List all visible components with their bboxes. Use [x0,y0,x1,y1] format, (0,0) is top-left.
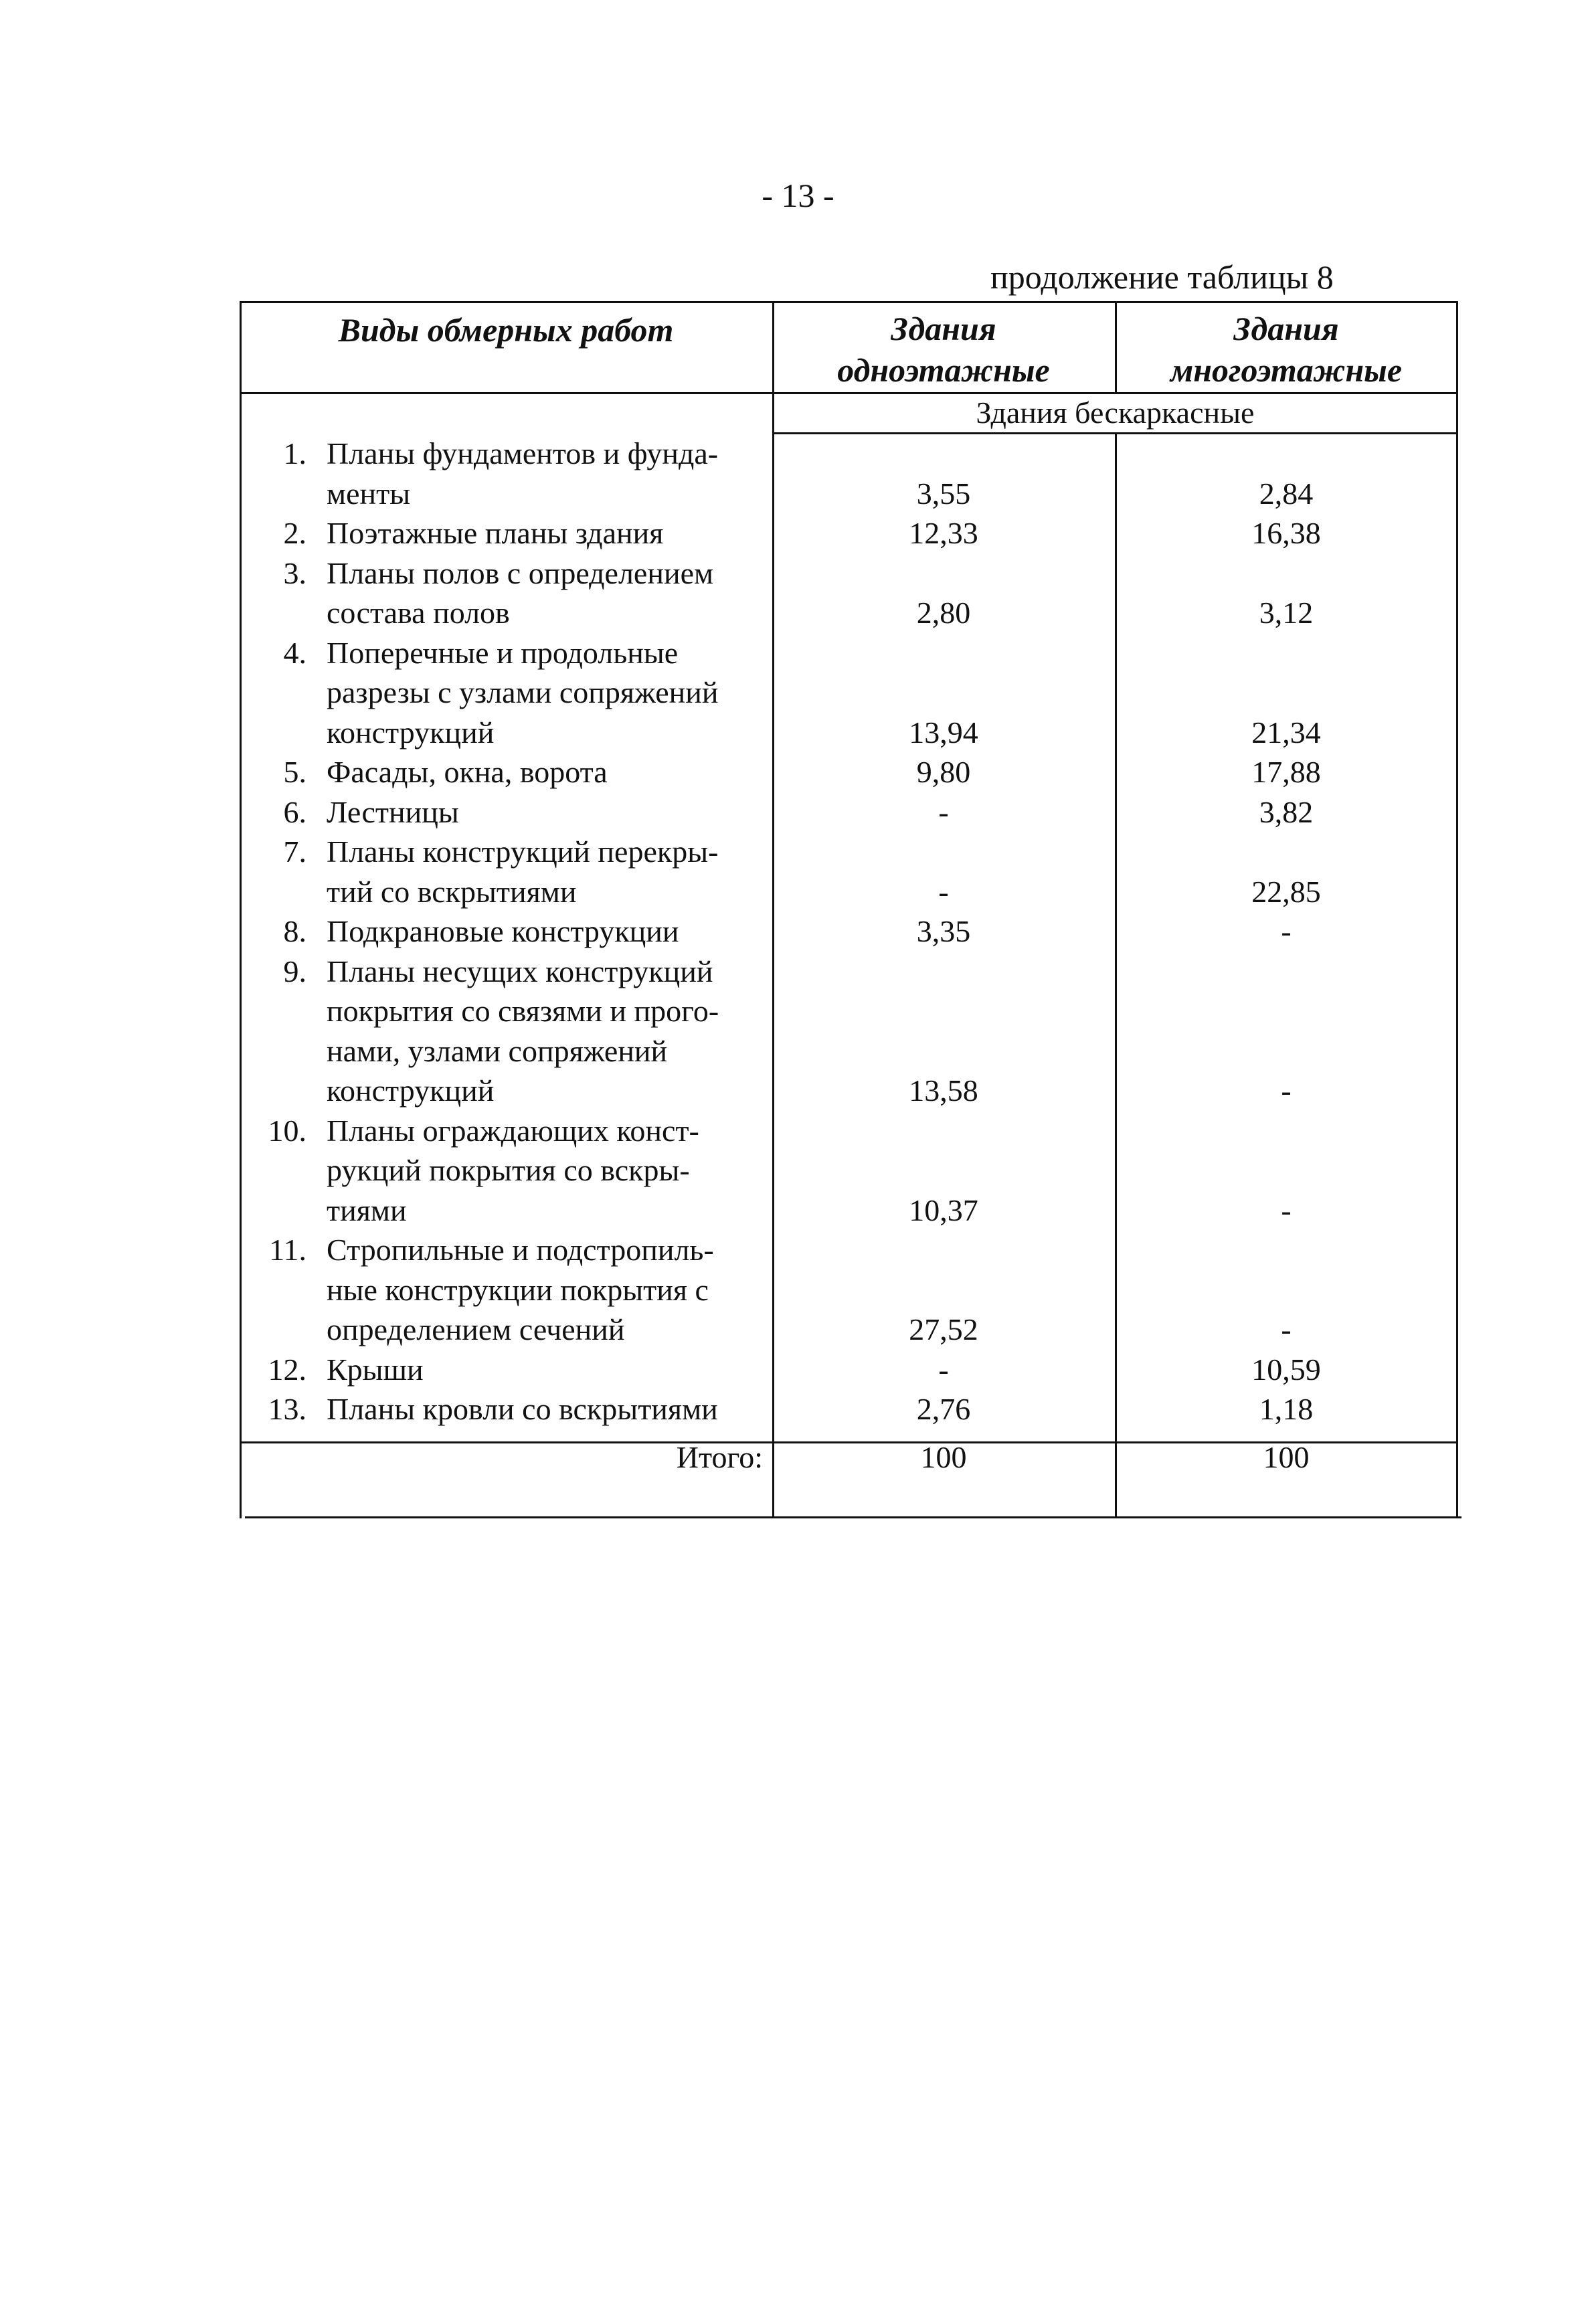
row-work-type-line: Планы фундаментов и фунда- [327,436,719,470]
row-work-type-line: Крыши [327,1352,424,1387]
table-row [240,832,1458,911]
row-single-storey-value: 3,55 [916,476,971,511]
row-work-type-line: Подкрановые конструкции [327,914,679,948]
row-work-type-line: Фасады, окна, ворота [327,755,608,789]
row-number: 4. [283,635,306,670]
table-row [240,434,1458,513]
row-multi-storey-value: 1,18 [1259,1392,1314,1426]
row-number: 6. [283,794,306,829]
row-single-storey-value: 3,35 [916,914,971,948]
row-work-type-line: менты [327,476,411,511]
row-single-storey-value: 13,58 [909,1073,978,1108]
row-multi-storey-value: 3,12 [1259,596,1314,630]
row-multi-storey-value: - [1281,1073,1292,1108]
row-work-type-line: рукций покрытия со вскры- [327,1153,690,1187]
row-work-type-line: Планы полов с определением [327,555,714,590]
table-border-bottom [245,1516,1461,1518]
row-multi-storey-value: - [1281,1192,1292,1227]
row-work-type-line: Планы конструкций перекры- [327,834,719,869]
row-single-storey-value: 2,76 [916,1392,971,1426]
row-multi-storey-value: 16,38 [1251,516,1321,550]
subheader-frameless-buildings: Здания бескаркасные [976,395,1255,430]
row-work-type-line: состава полов [327,596,510,630]
table-continuation-label: продолжение таблицы 8 [990,258,1334,296]
row-single-storey-value: 2,80 [916,596,971,630]
row-work-type-line: Поэтажные планы здания [327,516,664,550]
row-number: 8. [283,914,306,948]
row-number: 3. [283,555,306,590]
row-work-type-line: ные конструкции покрытия с [327,1272,709,1307]
row-work-type-line: Планы ограждающих конст- [327,1113,699,1148]
table-row [240,513,1458,553]
row-work-type-line: Стропильные и подстропиль- [327,1233,714,1267]
row-single-storey-value: 13,94 [909,715,978,749]
row-work-type-line: разрезы с узлами сопряжений [327,675,719,709]
row-multi-storey-value: 2,84 [1259,476,1314,511]
row-work-type-line: Лестницы [327,794,459,829]
header-single-storey-line2: одноэтажные [837,351,1050,389]
row-number: 9. [283,954,306,988]
row-single-storey-value: 9,80 [916,755,971,789]
row-work-type-line: покрытия со связями и прого- [327,994,719,1028]
row-number: 7. [283,834,306,869]
row-work-type-line: определением сечений [327,1312,625,1346]
row-multi-storey-value: 22,85 [1251,874,1321,909]
row-work-type-line: Поперечные и продольные [327,635,679,670]
row-multi-storey-value: - [1281,1312,1292,1346]
page-number: - 13 - [762,177,834,214]
row-number: 13. [268,1392,306,1426]
row-number: 5. [283,755,306,789]
row-multi-storey-value: 10,59 [1251,1352,1321,1387]
row-multi-storey-value: 3,82 [1259,794,1314,829]
row-multi-storey-value: 17,88 [1251,755,1321,789]
table-row [240,633,1458,753]
row-work-type-line: Планы несущих конструкций [327,954,713,988]
table-row [240,752,1458,792]
row-single-storey-value: 10,37 [909,1192,978,1227]
header-single-storey-line1: Здания [891,310,996,347]
row-multi-storey-value: - [1281,914,1292,948]
row-single-storey-value: - [938,874,949,909]
table-row [240,911,1458,952]
total-multi-storey: 100 [1263,1440,1310,1474]
row-single-storey-value: - [938,794,949,829]
row-work-type-line: тий со вскрытиями [327,874,577,909]
row-work-type-line: нами, узлами сопряжений [327,1033,668,1068]
table-row [240,553,1458,633]
row-work-type-line: конструкций [327,1073,495,1108]
row-single-storey-value: - [938,1352,949,1387]
header-work-types: Виды обмерных работ [338,311,674,349]
table-row [240,952,1458,1111]
table-border-top [240,301,1456,303]
table-row [240,1111,1458,1231]
row-number: 2. [283,516,306,550]
row-single-storey-value: 12,33 [909,516,978,550]
row-work-type-line: конструкций [327,715,495,749]
table-row [240,1389,1458,1429]
row-single-storey-value: 27,52 [909,1312,978,1346]
row-work-type-line: тиями [327,1192,407,1227]
row-number: 11. [269,1233,306,1267]
header-multi-storey-line2: многоэтажные [1170,351,1403,389]
row-number: 1. [283,436,306,470]
row-number: 12. [268,1352,306,1387]
table-row [240,1230,1458,1350]
table-row [240,792,1458,832]
table-row [240,1350,1458,1390]
header-multi-storey-line1: Здания [1233,310,1339,347]
row-multi-storey-value: 21,34 [1251,715,1321,749]
row-work-type-line: Планы кровли со вскрытиями [327,1392,718,1426]
row-number: 10. [268,1113,306,1148]
total-single-storey: 100 [920,1440,967,1474]
total-label: Итого: [676,1440,763,1474]
